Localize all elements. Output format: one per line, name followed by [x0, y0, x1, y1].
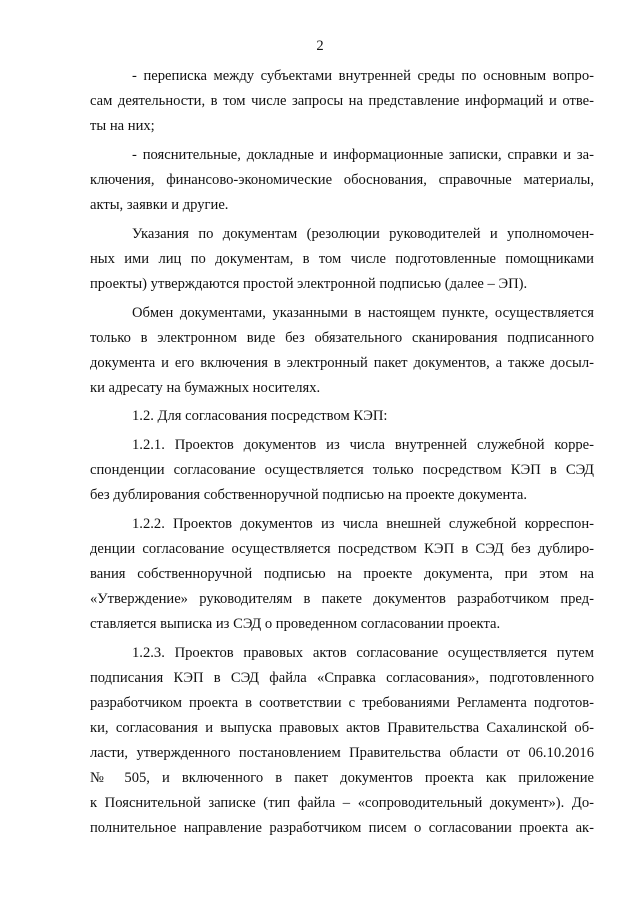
text-line: - пояснительные, докладные и информационные записки, справки и за-: [132, 147, 594, 163]
page-number: 2: [316, 38, 324, 54]
text-line: акты, заявки и другие.: [90, 197, 229, 213]
text-line: 1.2. Для согласования посредством КЭП:: [132, 408, 388, 424]
text-line: спонденции согласование осуществляется только посредством КЭП в СЭД: [90, 462, 594, 478]
text-line: к Пояснительной записке (тип файла – «сопроводительный документ»). До-: [90, 795, 594, 811]
text-line: ных ими лиц по документам, в том числе подготовленные помощниками: [90, 251, 594, 267]
text-line: полнительное направление разработчиком писем о согласовании проекта ак-: [90, 820, 594, 836]
text-line: ставляется выписка из СЭД о проведенном согласовании проекта.: [90, 616, 501, 632]
text-line: проекты) утверждаются простой электронной подписью (далее – ЭП).: [90, 276, 528, 292]
text-line: денции согласование осуществляется посредством КЭП в СЭД без дублиро-: [90, 541, 594, 557]
text-line: без дублирования собственноручной подписью на проекте документа.: [90, 487, 528, 503]
text-line: подписания КЭП в СЭД файла «Справка согласования», подготовленного: [90, 670, 594, 686]
text-line: Обмен документами, указанными в настоящем пункте, осуществляется: [132, 305, 594, 321]
text-line: 1.2.2. Проектов документов из числа внешней служебной корреспон-: [132, 516, 594, 532]
text-line: ки, согласования и выпуска правовых актов Правительства Сахалинской об-: [90, 720, 594, 736]
text-line: вания собственноручной подписью на проекте документа, при этом на: [90, 566, 594, 582]
text-line: № 505, и включенного в пакет документов проекта как приложение: [90, 770, 594, 786]
text-line: - переписка между субъектами внутренней среды по основным вопро-: [132, 68, 594, 84]
text-line: ласти, утвержденного постановлением Правительства области от 06.10.2016: [90, 745, 594, 761]
text-line: Указания по документам (резолюции руководителей и уполномочен-: [132, 226, 594, 242]
text-line: сам деятельности, в том числе запросы на представление информаций и отве-: [90, 93, 594, 109]
text-line: разработчиком проекта в соответствии с требованиями Регламента подготов-: [90, 695, 594, 711]
text-line: ки адресату на бумажных носителях.: [90, 380, 321, 396]
text-line: только в электронном виде без обязательного сканирования подписанного: [90, 330, 594, 346]
text-line: документа и его включения в электронный пакет документов, а также досыл-: [90, 355, 594, 371]
text-line: ты на них;: [90, 118, 155, 134]
text-line: 1.2.1. Проектов документов из числа внутренней служебной корре-: [132, 437, 594, 453]
text-line: «Утверждение» руководителям в пакете документов разработчиком пред-: [90, 591, 594, 607]
text-line: 1.2.3. Проектов правовых актов согласование осуществляется путем: [132, 645, 594, 661]
text-line: ключения, финансово-экономические обоснования, справочные материалы,: [90, 172, 594, 188]
